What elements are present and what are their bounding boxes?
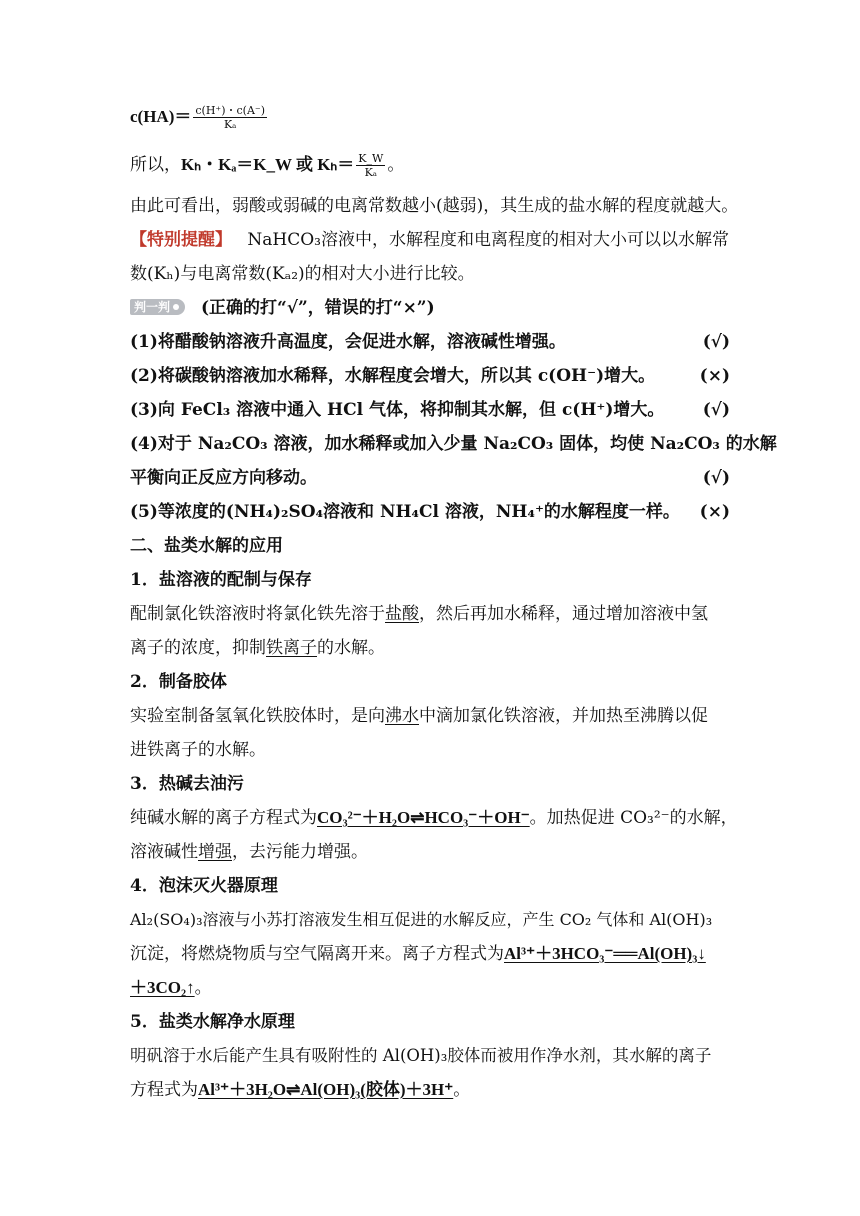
- s4-equation-1: Al³⁺＋3HCO₃⁻══Al(OH)₃↓: [504, 944, 706, 963]
- s1-text-b: ，然后再加水稀释，通过增加溶液中氢: [419, 604, 708, 624]
- s2-text-a: 实验室制备氢氧化铁胶体时，是向: [130, 706, 385, 726]
- formula-so-prefix: 所以，: [130, 155, 181, 175]
- s3-text-d: ，去污能力增强。: [232, 842, 368, 862]
- judge-mark-3: (√): [702, 400, 730, 420]
- s1-title: 1．盐溶液的配制与保存: [130, 570, 312, 590]
- judge-mark-5: (×): [699, 502, 730, 522]
- formula-cha: [130, 104, 735, 131]
- s5-line-2: [130, 1078, 735, 1102]
- s3-line-2: [130, 840, 735, 864]
- s1-blank-1: 盐酸: [385, 604, 419, 624]
- judge-instruction: (正确的打“√”，错误的打“×”): [201, 298, 435, 318]
- s2-blank-1: 沸水: [385, 706, 419, 726]
- formula-so-fraction: [356, 152, 385, 179]
- s3-blank: 增强: [198, 842, 232, 862]
- formula-cha-lhs: c(HA)＝: [130, 107, 192, 126]
- s4-line-2: [130, 942, 735, 966]
- judge-mark-2: (×): [699, 366, 730, 386]
- s2-title: 2．制备胶体: [130, 672, 227, 692]
- s4-line-1: Al₂(SO₄)₃溶液与小苏打溶液发生相互促进的水解反应，产生 CO₂ 气体和 Al(OH)₃: [130, 910, 713, 929]
- formula-so-denominator: Kₐ: [364, 166, 378, 179]
- judge-mark-1: (√): [702, 332, 730, 352]
- s2-line-1: [130, 704, 735, 728]
- bullet-icon: [173, 304, 179, 310]
- s4-text-b: 沉淀，将燃烧物质与空气隔离开来。离子方程式为: [130, 944, 504, 964]
- formula-cha-numerator: c(H⁺)・c(A⁻): [195, 104, 266, 117]
- s4-end: 。: [194, 978, 212, 998]
- tip-text-1: NaHCO₃溶液中，水解程度和电离程度的相对大小可以以水解常: [247, 230, 729, 250]
- judge-item-5: (5)等浓度的(NH₄)₂SO₄溶液和 NH₄Cl 溶液，NH₄⁺的水解程度一样。: [130, 502, 680, 522]
- formula-cha-denominator: Kₐ: [223, 118, 237, 131]
- judge-item-3: (3)向 FeCl₃ 溶液中通入 HCl 气体，将抑制其水解，但 c(H⁺)增大。: [130, 400, 665, 420]
- s1-text-c: 离子的浓度，抑制: [130, 638, 266, 658]
- tip-text-2: 数(Kₕ)与电离常数(Kₐ₂)的相对大小进行比较。: [130, 264, 475, 284]
- tip-line-1: [130, 228, 735, 252]
- judge-badge: [130, 299, 185, 315]
- judge-item-1: (1)将醋酸钠溶液升高温度，会促进水解，溶液碱性增强。: [130, 332, 566, 352]
- judge-item-2: (2)将碳酸钠溶液加水稀释，水解程度会增大，所以其 c(OH⁻)增大。: [130, 366, 656, 386]
- conclusion-text: 由此可看出，弱酸或弱碱的电离常数越小(越弱)，其生成的盐水解的程度就越大。: [130, 196, 739, 216]
- s5-end: 。: [453, 1080, 471, 1100]
- s3-title: 3．热碱去油污: [130, 774, 244, 794]
- s4-title: 4．泡沫灭火器原理: [130, 876, 278, 896]
- formula-so: [130, 152, 735, 179]
- formula-cha-fraction: [193, 104, 267, 131]
- formula-so-suffix: 。: [387, 155, 405, 175]
- s5-title: 5．盐类水解净水原理: [130, 1012, 295, 1032]
- s1-text-a: 配制氯化铁溶液时将氯化铁先溶于: [130, 604, 385, 624]
- s2-text-b: 中滴加氯化铁溶液，并加热至沸腾以促: [419, 706, 708, 726]
- judge-item-4: (4)对于 Na₂CO₃ 溶液，加水稀释或加入少量 Na₂CO₃ 固体，均使 Na₂CO₃ 的水解: [130, 434, 777, 454]
- s3-text-b: 。加热促进 CO₃²⁻的水解，: [529, 808, 738, 828]
- s1-line-2: [130, 636, 735, 660]
- s1-line-1: [130, 602, 735, 626]
- formula-so-mid: Kₕ・Kₐ＝K_W 或 Kₕ＝: [181, 155, 355, 174]
- s3-equation: CO₃²⁻＋H₂O⇌HCO₃⁻＋OH⁻: [317, 808, 530, 827]
- s4-line-3: [130, 976, 735, 1000]
- s1-text-d: 的水解。: [317, 638, 385, 658]
- s4-equation-2: ＋3CO₂↑: [130, 978, 195, 997]
- section-2-title: 二、盐类水解的应用: [130, 536, 283, 556]
- judge-badge-label: 判一判: [134, 300, 171, 314]
- judge-header: [130, 296, 735, 320]
- s5-line-1: 明矾溶于水后能产生具有吸附性的 Al(OH)₃胶体而被用作净水剂，其水解的离子: [130, 1046, 712, 1065]
- s5-equation: Al³⁺＋3H₂O⇌Al(OH)₃(胶体)＋3H⁺: [198, 1080, 454, 1099]
- formula-so-numerator: K_W: [358, 152, 384, 165]
- s3-text-a: 纯碱水解的离子方程式为: [130, 808, 317, 828]
- judge-mark-4: (√): [702, 468, 730, 488]
- judge-item-4-cont: 平衡向正反应方向移动。: [130, 468, 317, 488]
- s3-line-1: [130, 806, 738, 830]
- s5-text-b: 方程式为: [130, 1080, 198, 1100]
- tip-label: 【特别提醒】: [130, 230, 232, 250]
- s1-blank-2: 铁离子: [266, 638, 317, 658]
- s2-line-2: 进铁离子的水解。: [130, 740, 266, 760]
- s3-text-c: 溶液碱性: [130, 842, 198, 862]
